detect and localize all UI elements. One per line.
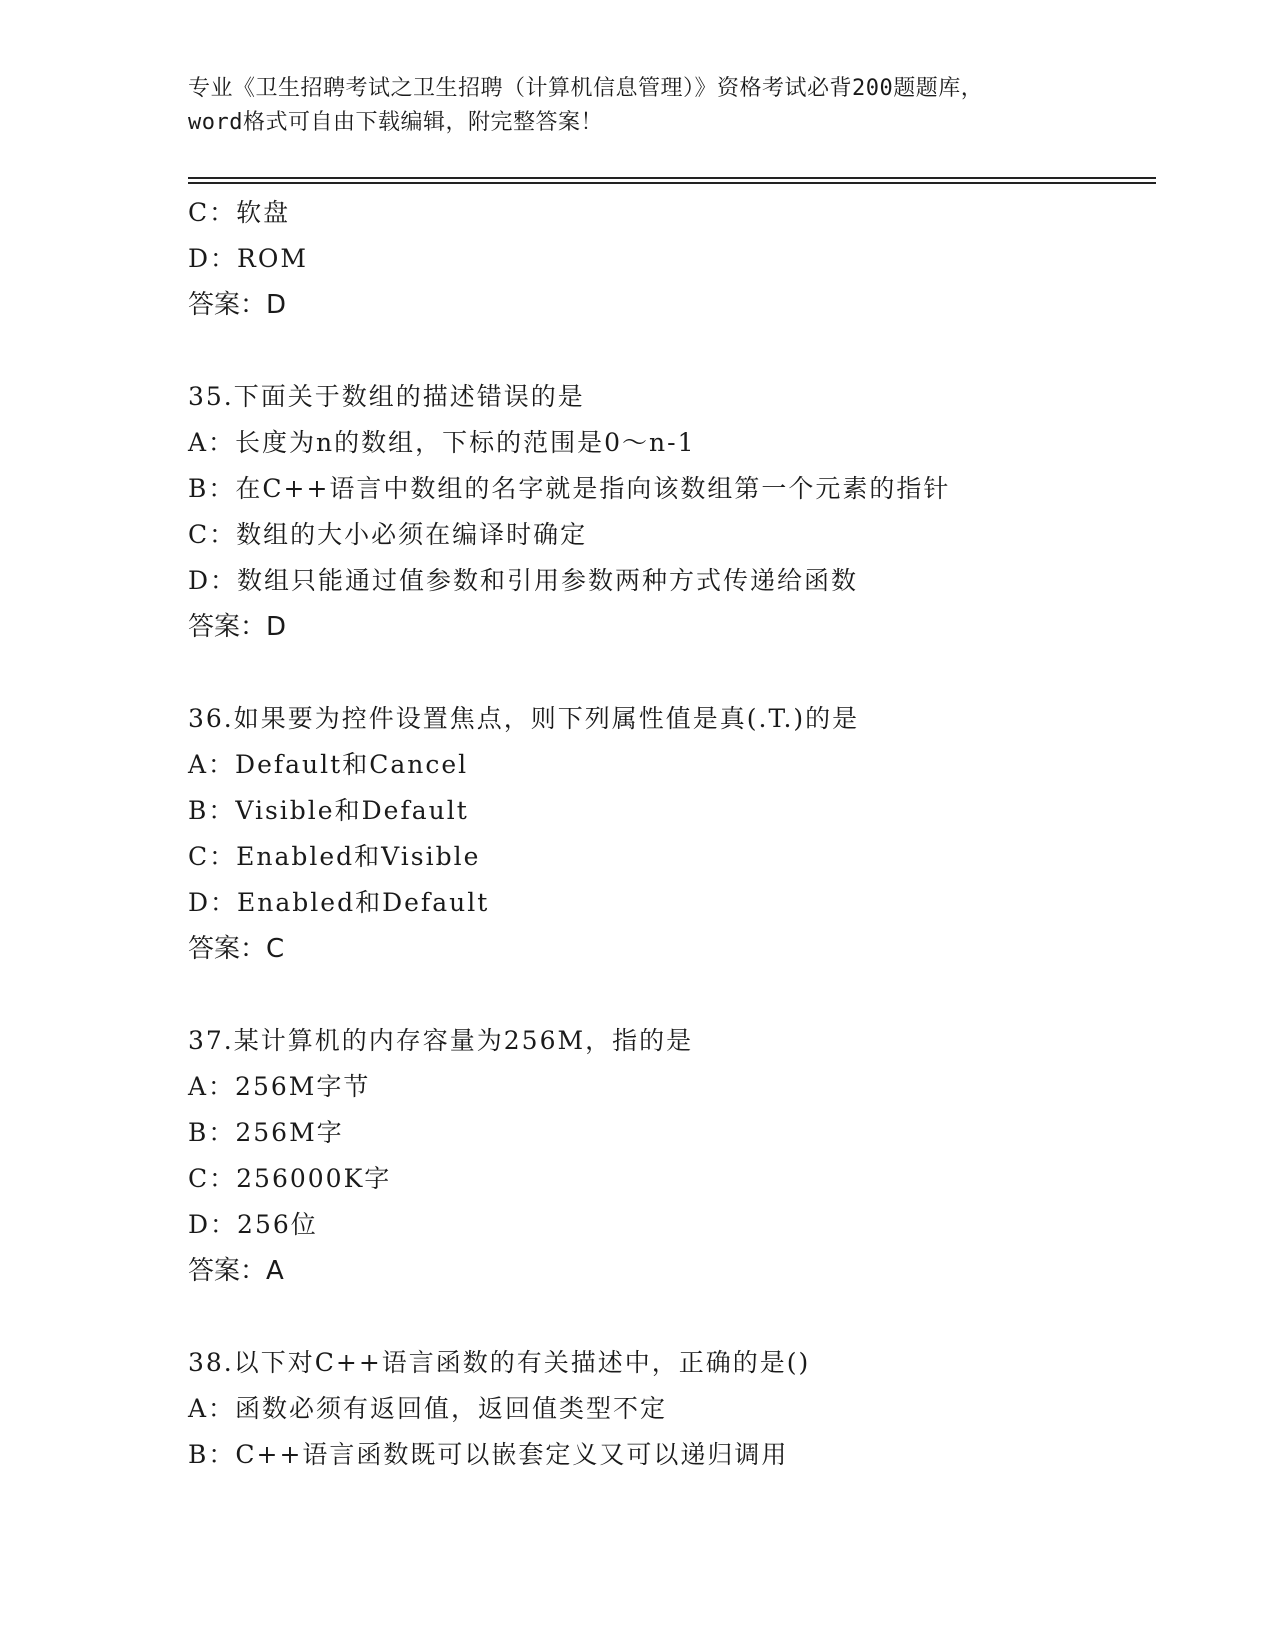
- option-b: B：C++语言函数既可以嵌套定义又可以递归调用: [188, 1440, 789, 1469]
- question-38: [188, 1340, 1156, 1478]
- answer-line: 答案：D: [188, 612, 287, 642]
- option-c: C：软盘: [188, 198, 291, 227]
- question-37: [188, 1018, 1156, 1294]
- option-d: D：256位: [188, 1210, 318, 1239]
- question-35: [188, 374, 1156, 650]
- header-title-line-2: word格式可自由下载编辑，附完整答案！: [188, 110, 603, 135]
- answer-line: 答案：C: [188, 934, 285, 964]
- header-rule-bottom: [188, 182, 1156, 184]
- option-a: A：256M字节: [188, 1072, 371, 1101]
- question-text: 37.某计算机的内存容量为256M，指的是: [188, 1026, 694, 1055]
- header-rule-top: [188, 177, 1156, 179]
- header-title-line-1: 专业《卫生招聘考试之卫生招聘（计算机信息管理）》资格考试必背200题题库，: [188, 76, 984, 101]
- question-34-continued: [188, 190, 1156, 328]
- option-c: C：数组的大小必须在编译时确定: [188, 520, 588, 549]
- question-text: 38.以下对C++语言函数的有关描述中，正确的是(): [188, 1348, 811, 1377]
- option-d: D：数组只能通过值参数和引用参数两种方式传递给函数: [188, 566, 859, 595]
- option-a: A：长度为n的数组，下标的范围是0～n-1: [188, 428, 696, 457]
- option-b: B：在C++语言中数组的名字就是指向该数组第一个元素的指针: [188, 474, 951, 503]
- option-a: A：Default和Cancel: [188, 750, 469, 779]
- answer-line: 答案：A: [188, 1256, 284, 1286]
- option-d: D：Enabled和Default: [188, 888, 490, 917]
- option-b: B：Visible和Default: [188, 796, 469, 825]
- question-text: 36.如果要为控件设置焦点，则下列属性值是真(.T.)的是: [188, 704, 860, 733]
- answer-line: 答案：D: [188, 290, 287, 320]
- option-c: C：256000K字: [188, 1164, 392, 1193]
- option-c: C：Enabled和Visible: [188, 842, 481, 871]
- option-b: B：256M字: [188, 1118, 344, 1147]
- question-text: 35.下面关于数组的描述错误的是: [188, 382, 585, 411]
- document-header: [188, 72, 1088, 140]
- question-36: [188, 696, 1156, 972]
- option-a: A：函数必须有返回值，返回值类型不定: [188, 1394, 668, 1423]
- question-list: [188, 190, 1156, 1478]
- option-d: D：ROM: [188, 244, 308, 273]
